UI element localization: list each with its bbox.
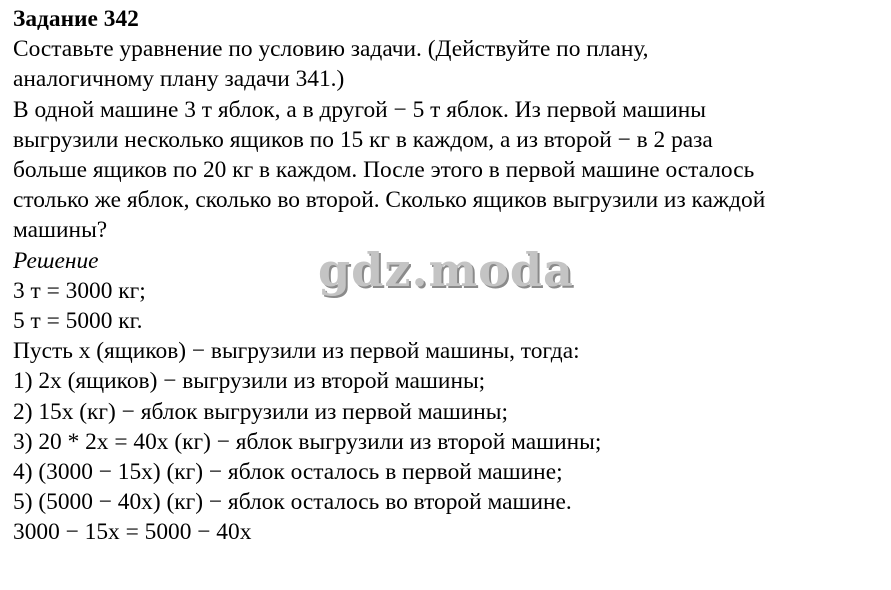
problem-statement bbox=[13, 95, 889, 246]
problem-line: выгрузили несколько ящиков по 15 кг в каждом, а из второй − в 2 раза bbox=[13, 126, 713, 153]
solution-intro: Пусть x (ящиков) − выгрузили из первой машины, тогда: bbox=[13, 338, 580, 365]
solution-step: 2) 15x (кг) − яблок выгрузили из первой машины; bbox=[13, 398, 509, 425]
solution-step: 5) (5000 − 40x) (кг) − яблок осталось во второй машине. bbox=[13, 489, 572, 516]
problem-line: больше ящиков по 20 кг в каждом. После этого в первой машине осталось bbox=[13, 157, 755, 184]
conversion-line: 5 т = 5000 кг. bbox=[13, 308, 143, 335]
solution-step: 1) 2x (ящиков) − выгрузили из второй машины; bbox=[13, 368, 486, 395]
solution-step: 4) (3000 − 15x) (кг) − яблок осталось в первой машине; bbox=[13, 459, 563, 486]
problem-line: В одной машине 3 т яблок, а в другой − 5 т яблок. Из первой машины bbox=[13, 96, 707, 123]
solution-heading: Решение bbox=[13, 247, 99, 274]
instruction-line: Составьте уравнение по условию задачи. (Действуйте по плану, bbox=[13, 36, 649, 63]
equation: 3000 − 15x = 5000 − 40x bbox=[13, 519, 252, 546]
watermark-logo: gdz.moda bbox=[318, 243, 574, 297]
problem-line: машины? bbox=[13, 217, 108, 244]
task-instruction bbox=[13, 34, 889, 94]
task-title: Задание 342 bbox=[13, 6, 139, 32]
solution-steps bbox=[13, 366, 889, 517]
conversion-line: 3 т = 3000 кг; bbox=[13, 277, 146, 304]
solution-step: 3) 20 * 2x = 40x (кг) − яблок выгрузили из второй машины; bbox=[13, 428, 602, 455]
instruction-line: аналогичному плану задачи 341.) bbox=[13, 66, 345, 93]
problem-line: столько же яблок, сколько во второй. Сколько ящиков выгрузили из каждой bbox=[13, 187, 766, 214]
